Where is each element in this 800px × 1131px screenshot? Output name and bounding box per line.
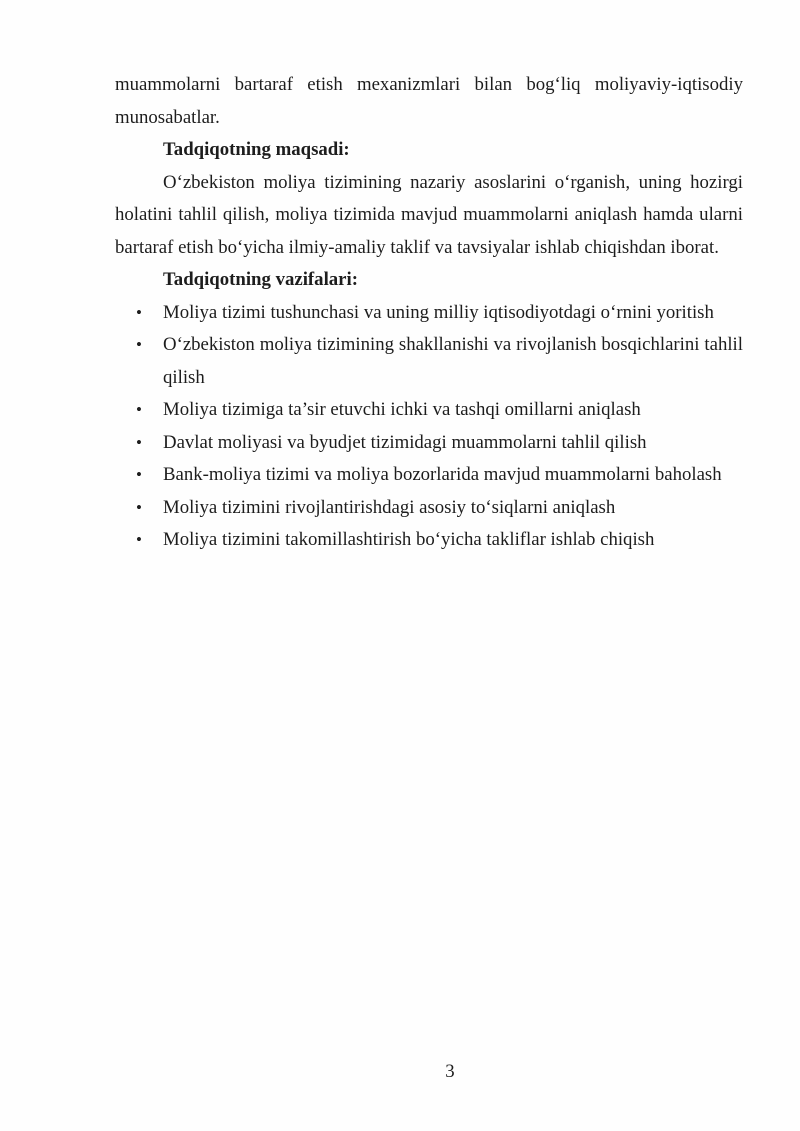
heading-research-tasks: Tadqiqotning vazifalari: [163,269,358,290]
paragraph-line: holatini tahlil qilish, moliya tizimida mavjud muammolarni aniqlash hamda ularni [115,204,743,225]
task-item [115,329,743,394]
paragraph-line: bartaraf etish bo‘yicha ilmiy-amaliy taklif va tavsiyalar ishlab chiqishdan iborat. [115,236,719,258]
task-text: Moliya tizimini takomillashtirish bo‘yicha takliflar ishlab chiqish [163,529,655,550]
heading-research-aim: Tadqiqotning maqsadi: [163,139,350,160]
page-number: 3 [445,1061,455,1082]
bullet-icon: • [136,432,142,452]
paragraph-line: muammolarni bartaraf etish mexanizmlari bilan bog‘liq moliyaviy-iqtisodiy [115,74,743,95]
task-item [115,492,743,525]
task-text: Moliya tizimi tushunchasi va uning milliy iqtisodiyotdagi o‘rnini yoritish [163,301,714,323]
task-item [115,459,743,492]
task-text: Bank-moliya tizimi va moliya bozorlarida mavjud muammolarni baholash [163,464,722,485]
paragraph-continuation [115,69,743,134]
task-text: O‘zbekiston moliya tizimining shakllanishi va rivojlanish bosqichlarini tahlil qilish [163,334,743,388]
bullet-icon: • [136,530,142,549]
task-text: Davlat moliyasi va byudjet tizimidagi muammolarni tahlil qilish [163,431,647,453]
text-block [115,69,743,557]
task-item [115,394,743,427]
task-list [115,297,743,557]
bullet-icon: • [136,302,142,322]
task-item [115,524,743,557]
bullet-icon: • [136,465,142,484]
paragraph-line: O‘zbekiston moliya tizimining nazariy asoslarini o‘rganish, uning hozirgi [163,171,743,193]
bullet-icon: • [136,497,142,517]
page-footer [0,1056,800,1089]
task-text: Moliya tizimini rivojlantirishdagi asosiy to‘siqlarni aniqlash [163,496,616,518]
paragraph-line: munosabatlar. [115,106,220,128]
task-text: Moliya tizimiga ta’sir etuvchi ichki va tashqi omillarni aniqlash [163,399,641,420]
task-item [115,427,743,460]
paragraph-research-aim [115,167,743,265]
bullet-icon: • [136,335,142,354]
task-item [115,297,743,330]
bullet-icon: • [136,400,142,419]
